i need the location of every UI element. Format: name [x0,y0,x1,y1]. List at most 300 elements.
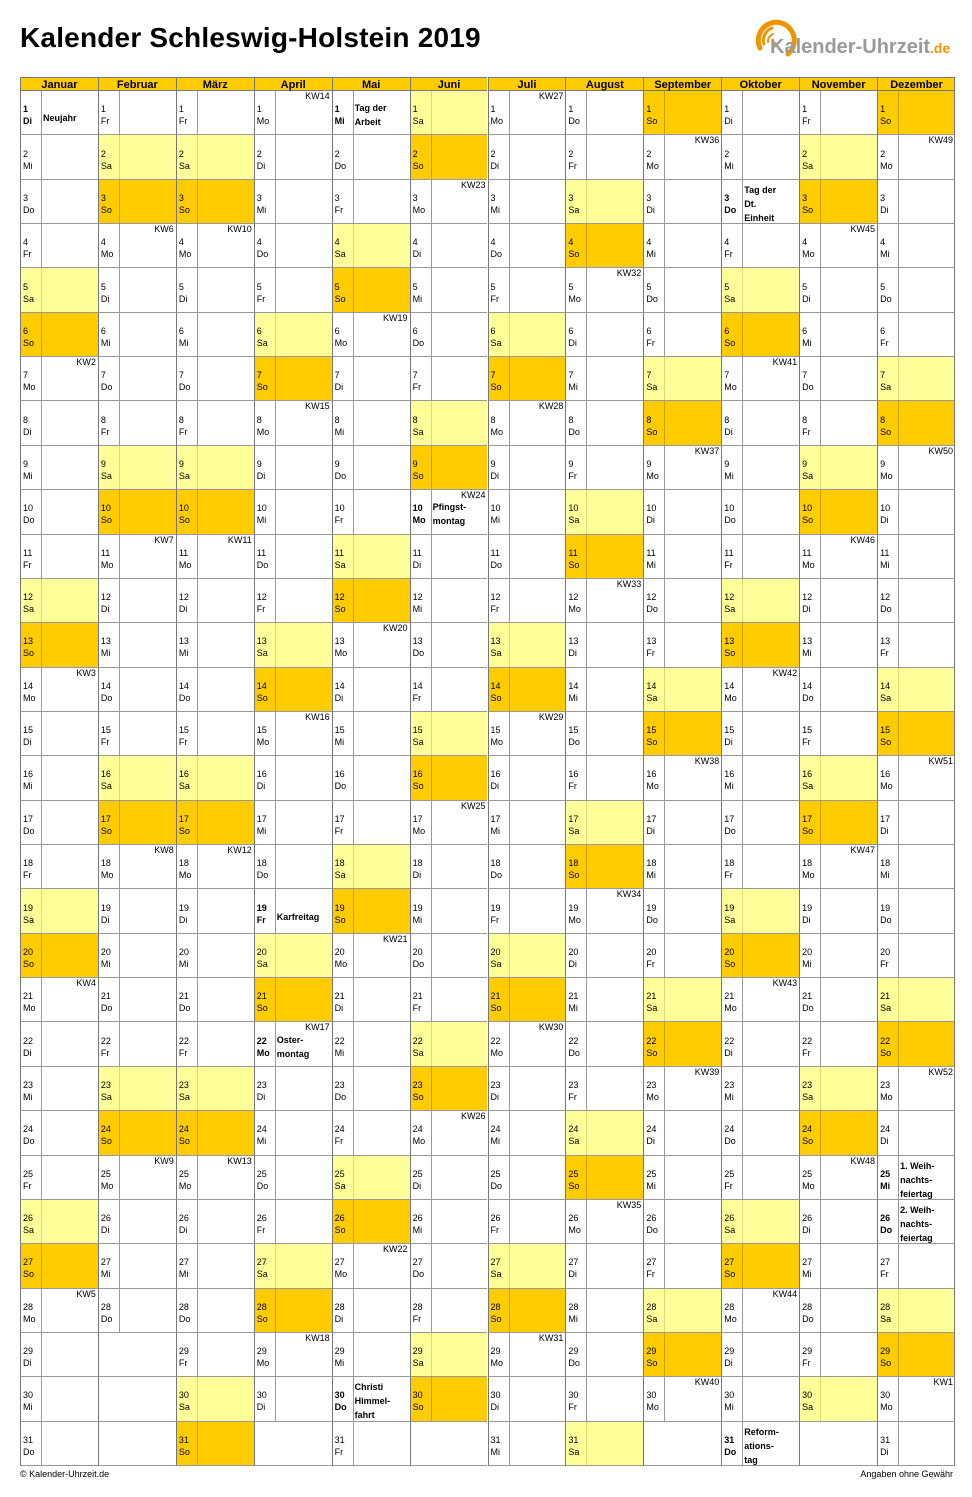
weekday-label: Sa [880,1003,892,1014]
day-cell [643,1377,721,1421]
weekday-label: Di [880,1446,889,1457]
week-number: KW28 [538,401,564,412]
day-cell-divider [353,91,354,134]
day-cell-divider [275,135,276,178]
weekday-label: Mo [256,1047,270,1058]
weekday-label: Mo [490,737,504,748]
day-cell [254,889,332,933]
weekday-label: Mi [23,160,33,171]
day-number: 23 Mi [23,1079,34,1102]
day-cell-divider [586,845,587,888]
weekday-label: So [178,1446,190,1457]
day-cell-divider [898,978,899,1021]
day-number: 17 So [802,813,814,836]
day-cell-divider [353,801,354,844]
weekday-label: Fr [334,1136,344,1147]
weekday-label: Fr [334,825,344,836]
day-cell [410,268,488,312]
day-cell-divider [820,401,821,444]
day-number: 17 Mi [256,813,267,836]
day-cell-divider [664,224,665,267]
day-cell [565,1333,643,1377]
weekday-label: Sa [23,604,35,615]
weekday-label: Fr [23,249,32,260]
month-header: Februar [98,77,176,91]
weekday-label: Fr [334,515,344,526]
week-number: KW26 [460,1111,486,1122]
weekday-label: Di [724,426,733,437]
weekday-label: Fr [256,604,266,615]
weekday-label: So [178,1136,190,1147]
day-cell [20,978,98,1022]
day-cell [643,934,721,978]
day-cell [176,1200,254,1244]
month-header: März [176,77,254,91]
weekday-label: Mi [256,825,267,836]
day-cell [176,180,254,224]
day-cell-divider [197,978,198,1021]
day-cell [20,1422,98,1466]
day-number: 5 Do [646,281,658,304]
weekday-label: Do [646,604,658,615]
day-cell-divider [431,91,432,134]
weekday-label: Mo [880,160,893,171]
day-cell-divider [41,579,42,622]
day-cell-divider [197,1200,198,1243]
day-cell [488,1111,566,1155]
day-cell [721,1022,799,1066]
week-number: KW46 [850,534,876,545]
day-cell-divider [119,135,120,178]
day-number: 3 Di [880,192,889,215]
weekday-label: Mo [23,1313,36,1324]
day-cell-divider [742,1022,743,1065]
day-cell [488,91,566,135]
day-cell-divider [898,845,899,888]
day-cell [332,1067,410,1111]
day-cell [20,712,98,756]
day-number: 22 Sa [412,1035,424,1058]
weekday-label: Do [256,559,269,570]
day-number: 28 Di [334,1301,345,1324]
weekday-label: Di [256,1402,266,1413]
day-number: 13 Sa [490,636,502,659]
day-cell [254,801,332,845]
weekday-label: Do [646,1225,658,1236]
day-cell-divider [742,1156,743,1199]
day-number: 17 So [178,813,190,836]
day-number: 14 So [490,680,502,703]
day-cell-divider [275,1200,276,1243]
day-number: 19 Mo [568,902,581,925]
day-number: 3 Do [23,192,35,215]
day-cell-divider [119,313,120,356]
day-number: 7 Mi [568,370,578,393]
day-cell-divider [898,1156,899,1199]
day-cell [799,845,877,889]
weekday-label: Fr [178,1047,188,1058]
weekday-label: Mo [724,692,737,703]
weekday-label: Mo [646,1402,659,1413]
day-cell [176,1289,254,1333]
weekday-label: Mi [802,958,812,969]
day-cell-divider [119,668,120,711]
day-cell-divider [898,712,899,755]
day-cell [98,978,176,1022]
weekday-label: Mi [490,1446,500,1457]
day-number: 29 Fr [802,1346,813,1369]
weekday-label: Do [802,1003,814,1014]
day-number: 16 Sa [100,769,112,792]
day-number: 20 So [23,946,35,969]
weekday-label: Mo [256,116,270,127]
day-number: 3 Di [646,192,655,215]
day-cell [410,668,488,712]
day-cell [20,268,98,312]
day-cell-divider [275,535,276,578]
day-cell [254,756,332,800]
weekday-label: Do [256,870,269,881]
weekday-label: Di [880,825,889,836]
day-number: 19 Di [802,902,813,925]
empty-day-cell [98,1333,176,1377]
day-cell [721,934,799,978]
weekday-label: Do [490,1180,503,1191]
day-cell [488,313,566,357]
day-cell [98,401,176,445]
day-number: 11 Mi [880,547,890,570]
day-cell-divider [275,1333,276,1376]
day-cell-divider [664,135,665,178]
day-cell [20,1156,98,1200]
day-cell [877,1200,955,1244]
day-cell-divider [586,1156,587,1199]
weekday-label: Di [646,515,655,526]
day-number: 27 Sa [256,1257,268,1280]
weekday-label: So [178,825,190,836]
day-number: 15 Do [568,725,580,748]
weekday-label: Fr [178,426,188,437]
week-number: KW17 [305,1022,330,1033]
day-number: 20 Do [412,946,425,969]
weekday-label: Sa [646,692,658,703]
weekday-label: Mo [178,1180,192,1191]
day-cell-divider [664,1156,665,1199]
weekday-label: Mo [100,1180,114,1191]
day-cell-divider [431,1333,432,1376]
weekday-label: Mo [256,1358,270,1369]
day-cell-divider [742,357,743,400]
day-cell-divider [820,313,821,356]
day-number: 29 Fr [178,1346,189,1369]
day-cell-divider [275,313,276,356]
day-cell [20,1244,98,1288]
day-number: 9 Di [256,459,266,481]
weekday-label: Di [178,293,188,304]
day-cell-divider [664,535,665,578]
weekday-label: So [23,648,35,659]
day-number: 24 Di [646,1124,657,1147]
weekday-label: Sa [802,471,814,481]
weekday-label: Sa [256,648,268,659]
day-cell-divider [353,446,354,489]
weekday-label: So [412,1091,424,1102]
day-cell-divider [509,889,510,932]
day-number: 23 Sa [178,1079,190,1102]
weekday-label: So [490,692,502,703]
day-cell [565,889,643,933]
day-number: 7 Do [178,370,191,393]
day-cell-divider [742,712,743,755]
day-cell-divider [742,1377,743,1420]
weekday-label: Di [334,692,344,703]
day-number: 14 Do [178,680,191,703]
day-cell [565,1022,643,1066]
day-number: 28 Do [100,1301,113,1324]
day-number: 28 So [490,1301,502,1324]
day-number: 28 Sa [880,1301,892,1324]
day-cell [176,1067,254,1111]
day-cell-divider [586,1067,587,1110]
day-cell-divider [275,1377,276,1420]
day-number: 3 So [100,192,112,215]
day-cell [332,801,410,845]
day-cell-divider [431,1111,432,1154]
day-number: 24 Sa [568,1124,580,1147]
weekday-label: So [568,559,580,570]
day-cell [488,1289,566,1333]
weekday-label: Do [568,1047,580,1058]
weekday-label: Sa [23,1225,35,1236]
day-number: 6 Mi [100,325,111,348]
day-cell-divider [820,623,821,666]
day-cell [20,401,98,445]
day-cell [410,313,488,357]
day-cell [20,1067,98,1111]
day-cell-divider [664,1111,665,1154]
weekday-label: Mi [412,604,423,615]
day-number: 26 Do [646,1213,658,1236]
day-number: 26 Di [802,1213,813,1236]
day-cell-divider [119,934,120,977]
weekday-label: Fr [256,914,266,925]
day-cell [98,535,176,579]
day-number: 27 Di [568,1257,579,1280]
day-cell-divider [898,579,899,622]
day-cell-divider [353,1067,354,1110]
day-number: 10 Mi [256,503,267,526]
weekday-label: So [256,1313,268,1324]
weekday-label: Di [256,781,266,792]
day-number: 21 Fr [412,991,423,1014]
weekday-label: Sa [100,160,112,171]
day-cell-divider [197,1156,198,1199]
day-cell [643,801,721,845]
day-cell [643,1289,721,1333]
day-number: 7 Mo [724,370,737,393]
day-cell [98,623,176,667]
day-cell-divider [353,224,354,267]
weekday-label: Fr [724,249,733,260]
day-number: 26 Sa [23,1213,35,1236]
day-number: 14 Di [334,680,345,703]
day-number: 9 Mo [646,459,659,481]
weekday-label: Do [880,1225,893,1236]
day-number: 28 Fr [412,1301,423,1324]
day-cell-divider [197,1067,198,1110]
day-cell-divider [586,623,587,666]
week-number: KW34 [616,889,642,900]
day-cell [799,1022,877,1066]
weekday-label: Sa [880,382,892,393]
day-cell [643,357,721,401]
day-number: 31 Fr [334,1434,345,1457]
day-cell-divider [431,668,432,711]
weekday-label: Sa [334,559,346,570]
day-cell-divider [197,668,198,711]
weekday-label: Di [568,648,577,659]
day-number: 18 Sa [334,858,346,881]
day-cell [643,978,721,1022]
day-cell [332,623,410,667]
weekday-label: Di [802,293,811,304]
empty-day-cell [643,1422,721,1466]
day-cell-divider [898,224,899,267]
day-cell-divider [820,1289,821,1332]
weekday-label: Mi [802,1269,812,1280]
day-cell [565,313,643,357]
day-cell-divider [431,446,432,489]
day-number: 14 Mo [23,680,36,703]
day-number: 4 Mo [100,237,114,260]
weekday-label: So [23,958,35,969]
weekday-label: Do [23,204,35,215]
day-number: 16 Mi [23,769,34,792]
day-cell [799,135,877,179]
day-number: 1 Do [568,104,580,127]
day-number: 3 Fr [334,192,344,215]
day-number: 29 So [646,1346,658,1369]
day-cell-divider [119,1244,120,1287]
day-number: 10 So [100,503,112,526]
logo[interactable] [752,14,957,72]
weekday-label: Fr [178,116,188,127]
day-cell [799,268,877,312]
day-cell [488,535,566,579]
day-number: 5 Fr [256,281,266,304]
day-cell-divider [509,1377,510,1420]
day-number: 4 Mi [646,237,656,260]
day-cell-divider [509,224,510,267]
day-cell [98,268,176,312]
day-number: 23 So [412,1079,424,1102]
day-cell [799,446,877,490]
day-cell-divider [742,224,743,267]
day-cell-divider [742,1333,743,1376]
weekday-label: Mi [490,515,500,526]
day-cell [488,845,566,889]
day-cell [410,135,488,179]
week-number: KW12 [227,845,252,856]
day-number: 21 So [256,991,268,1014]
weekday-label: Fr [724,559,733,570]
weekday-label: Di [568,1269,577,1280]
day-number: 21 Mo [724,991,737,1014]
day-number: 8 So [646,414,658,437]
day-number: 4 So [568,237,580,260]
day-cell-divider [353,1289,354,1332]
day-cell [410,1156,488,1200]
day-number: 17 Fr [334,813,345,836]
day-cell-divider [898,446,899,489]
weekday-label: Di [646,1136,655,1147]
day-cell-divider [275,623,276,666]
day-cell-divider [509,357,510,400]
day-cell-divider [586,756,587,799]
day-cell [643,1200,721,1244]
weekday-label: So [568,870,580,881]
day-number: 24 Mo [412,1124,426,1147]
day-number: 25 Mo [100,1168,114,1191]
day-cell [332,446,410,490]
weekday-label: So [412,781,424,792]
day-cell [565,490,643,534]
weekday-label: Fr [412,1003,422,1014]
day-cell [488,978,566,1022]
day-number: 9 Fr [568,459,577,481]
day-cell-divider [820,1156,821,1199]
weekday-label: Mo [724,382,737,393]
holiday-name: Reform- ations- tag [744,1426,779,1465]
weekday-label: Di [724,1047,733,1058]
week-number: KW4 [76,978,96,989]
day-number: 27 So [23,1257,35,1280]
day-cell [565,978,643,1022]
day-cell [20,1333,98,1377]
weekday-label: Mo [334,337,348,348]
week-number: KW13 [227,1155,252,1166]
day-cell [488,801,566,845]
day-cell-divider [275,889,276,932]
day-cell-divider [820,801,821,844]
day-number: 24 So [178,1124,190,1147]
day-number: 22 So [646,1035,658,1058]
weekday-label: Fr [490,604,499,615]
weekday-label: So [256,1003,268,1014]
day-number: 10 Do [23,503,35,526]
day-number: 8 Di [724,414,733,437]
weekday-label: Mo [802,870,815,881]
weekday-label: Do [256,249,269,260]
day-cell [98,357,176,401]
day-number: 26 Do [880,1213,893,1236]
weekday-label: Di [412,1180,422,1191]
day-cell [721,1333,799,1377]
day-cell [98,889,176,933]
weekday-label: Sa [568,1136,580,1147]
day-cell-divider [664,1244,665,1287]
day-cell-divider [898,801,899,844]
day-cell [488,446,566,490]
day-cell [98,313,176,357]
week-number: KW44 [772,1288,798,1299]
week-number: KW8 [154,845,174,856]
day-number: 30 Mo [880,1390,893,1413]
weekday-label: Sa [724,293,736,304]
weekday-label: Di [880,204,889,215]
weekday-label: So [646,1358,658,1369]
day-cell [643,446,721,490]
